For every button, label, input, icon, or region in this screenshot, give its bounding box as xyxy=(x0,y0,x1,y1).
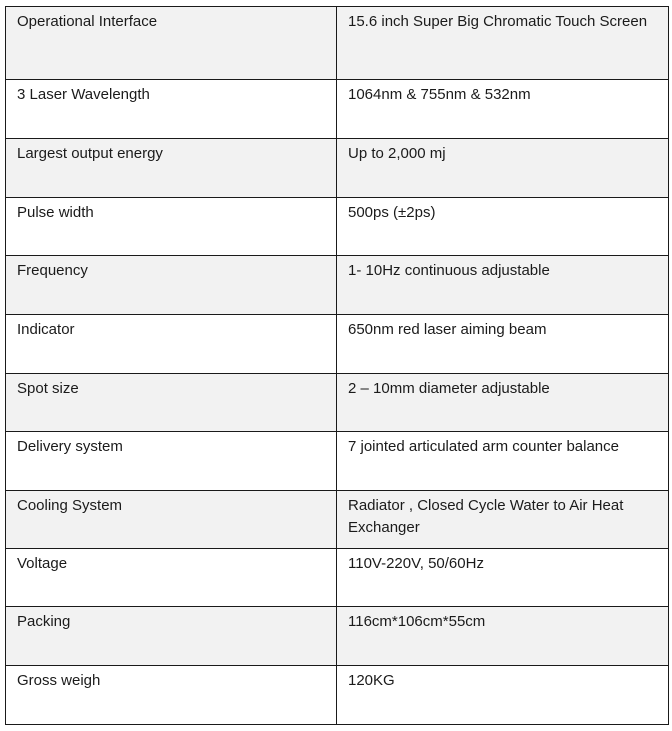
spec-label: Spot size xyxy=(6,374,337,432)
spec-table-body xyxy=(6,7,669,725)
spec-label: Largest output energy xyxy=(6,139,337,198)
spec-value: 116cm*106cm*55cm xyxy=(337,607,669,666)
table-row-laser-wavelength xyxy=(6,80,669,139)
table-row-frequency xyxy=(6,256,669,315)
spec-label: Indicator xyxy=(6,315,337,374)
table-row-output-energy xyxy=(6,139,669,198)
spec-value: 15.6 inch Super Big Chromatic Touch Screen xyxy=(337,7,669,80)
spec-label: Delivery system xyxy=(6,432,337,491)
spec-label: Operational Interface xyxy=(6,7,337,80)
spec-table xyxy=(5,6,669,725)
spec-label: Cooling System xyxy=(6,491,337,549)
spec-value: 7 jointed articulated arm counter balance xyxy=(337,432,669,491)
spec-label: Pulse width xyxy=(6,198,337,256)
spec-value: 110V-220V, 50/60Hz xyxy=(337,549,669,607)
spec-label: Frequency xyxy=(6,256,337,315)
table-row-delivery-system xyxy=(6,432,669,491)
spec-label: Packing xyxy=(6,607,337,666)
table-row-voltage xyxy=(6,549,669,607)
table-row-indicator xyxy=(6,315,669,374)
spec-value: 2 – 10mm diameter adjustable xyxy=(337,374,669,432)
spec-label: Voltage xyxy=(6,549,337,607)
table-row-operational-interface xyxy=(6,7,669,80)
spec-value: 500ps (±2ps) xyxy=(337,198,669,256)
spec-value: 1- 10Hz continuous adjustable xyxy=(337,256,669,315)
table-row-spot-size xyxy=(6,374,669,432)
spec-value: Radiator , Closed Cycle Water to Air Heat Exchanger xyxy=(337,491,669,549)
table-row-pulse-width xyxy=(6,198,669,256)
table-row-cooling-system xyxy=(6,491,669,549)
spec-value: Up to 2,000 mj xyxy=(337,139,669,198)
spec-label: Gross weigh xyxy=(6,666,337,725)
spec-value: 650nm red laser aiming beam xyxy=(337,315,669,374)
spec-label: 3 Laser Wavelength xyxy=(6,80,337,139)
spec-value: 1064nm & 755nm & 532nm xyxy=(337,80,669,139)
table-row-gross-weigh xyxy=(6,666,669,725)
table-row-packing xyxy=(6,607,669,666)
spec-value: 120KG xyxy=(337,666,669,725)
